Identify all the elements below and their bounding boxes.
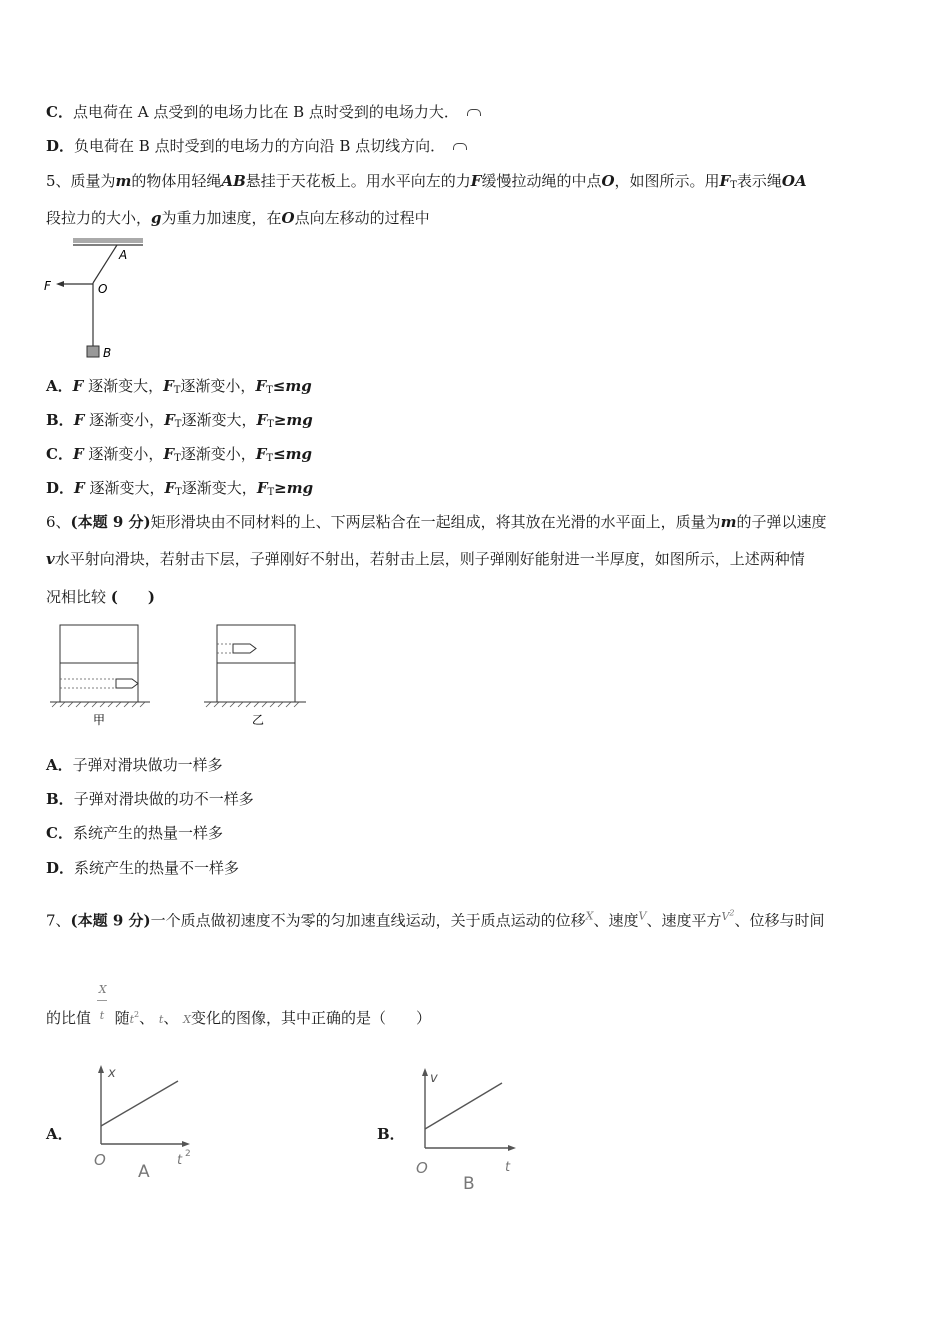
q7-stem-line1 — [46, 903, 825, 931]
option-text: 子弹对滑块做的功不一样多 — [73, 790, 254, 808]
var-f: F — [74, 479, 85, 497]
bullet-icon — [116, 679, 138, 688]
option-text: 逐渐变大， — [88, 377, 164, 395]
var-o: O — [281, 209, 295, 227]
var-ft-sub: T — [173, 385, 181, 396]
q4-option-c[interactable] — [46, 102, 481, 122]
q5-option-a[interactable] — [46, 376, 312, 401]
question-tag: (本题 9 分) — [70, 911, 151, 930]
option-letter: C． — [46, 824, 73, 842]
origin-label: O — [416, 1159, 428, 1177]
x-label-exponent: 2 — [185, 1149, 191, 1159]
rope-oa — [93, 245, 117, 283]
option-text: 系统产生的热量不一样多 — [74, 859, 240, 877]
q5-stem-line2 — [46, 208, 430, 228]
q7-stem-line2 — [46, 983, 431, 1030]
q6-option-a[interactable] — [46, 755, 223, 775]
var-ft-sub: T — [174, 453, 181, 464]
var-x: X — [183, 1013, 191, 1026]
q5-text: 缓慢拉动绳的中点 — [481, 172, 602, 190]
var-f: F — [73, 411, 85, 429]
q5-text: 为重力加速度，在 — [161, 209, 282, 227]
var-m: m — [115, 172, 132, 190]
origin-label: O — [94, 1151, 106, 1169]
ground-hatch — [206, 702, 299, 707]
q7-graph-b — [410, 1062, 530, 1192]
x-label: t — [505, 1160, 511, 1175]
exponent: 2 — [134, 1010, 140, 1019]
q7-option-a[interactable] — [46, 1124, 73, 1144]
q7-text: 一个质点做初速度不为零的匀加速直线运动，关于质点运动的位移 — [150, 911, 586, 930]
q7-text: 、 — [139, 1009, 155, 1027]
q7-text: 变化的图像，其中正确的是（ ） — [190, 1009, 431, 1027]
q5-text: 表示绳 — [736, 172, 782, 190]
var-t: t — [129, 1013, 135, 1026]
q7-option-b[interactable] — [377, 1124, 405, 1144]
var-v-squared — [721, 910, 734, 923]
q4-option-d[interactable] — [46, 136, 467, 156]
option-text: 逐渐变小， — [88, 445, 164, 463]
frac-numerator: X — [98, 983, 107, 996]
option-text: 逐渐变大， — [89, 479, 165, 497]
var-ab: AB — [221, 172, 246, 190]
option-letter: C． — [46, 103, 73, 121]
q5-text: ，如图所示。用 — [614, 172, 720, 190]
var-x: X — [585, 909, 594, 923]
var-ft: F — [719, 172, 731, 190]
option-letter: A． — [46, 377, 73, 395]
exponent: 2 — [729, 908, 735, 917]
option-letter: C． — [46, 445, 73, 463]
option-text: 逐渐变小， — [180, 377, 256, 395]
y-axis-arrow-icon — [98, 1065, 104, 1073]
var-ft-sub: T — [730, 180, 737, 191]
var-f: F — [470, 172, 482, 190]
q5-option-c[interactable] — [46, 444, 312, 469]
option-letter: B． — [46, 411, 74, 429]
label-f: F — [44, 279, 51, 293]
mass-block — [87, 346, 99, 357]
var-f: F — [72, 377, 84, 395]
label-jia: 甲 — [93, 713, 106, 727]
option-letter: A． — [46, 1125, 73, 1143]
edit-mark-icon — [453, 143, 467, 150]
fraction-x-over-t — [96, 983, 110, 1023]
q5-option-d[interactable] — [46, 478, 313, 503]
option-text: 逐渐变大， — [181, 479, 257, 497]
option-letter: D． — [46, 137, 75, 155]
q6-stem-line1 — [46, 512, 827, 532]
y-label: v — [430, 1071, 438, 1086]
var-ft: F — [256, 411, 268, 429]
q6-stem-line2 — [46, 549, 805, 569]
q7-text: 、 — [163, 1009, 179, 1027]
option-text: 子弹对滑块做功一样多 — [72, 756, 223, 774]
frac-denominator: t — [99, 1009, 105, 1022]
var-f: F — [72, 445, 84, 463]
arrow-head-icon — [56, 281, 64, 287]
x-axis-arrow-icon — [508, 1145, 516, 1151]
q6-text: 况相比较 — [46, 588, 107, 606]
var-oa: OA — [781, 172, 807, 190]
option-letter: B． — [46, 790, 74, 808]
label-yi: 乙 — [252, 713, 265, 727]
option-compare: ≤mg — [273, 445, 313, 463]
q6-option-d[interactable] — [46, 858, 239, 878]
q7-text: 、速度平方 — [646, 911, 722, 930]
y-axis-arrow-icon — [422, 1068, 428, 1076]
bullet-icon — [233, 644, 256, 653]
answer-paren: ( ) — [110, 588, 155, 606]
var-ft: F — [256, 479, 268, 497]
option-text: 负电荷在 B 点时受到的电场力的方向沿 B 点切线方向． — [74, 137, 446, 155]
q6-stem-line3 — [46, 587, 155, 607]
var-ft: F — [163, 377, 174, 395]
graph-line — [101, 1081, 178, 1126]
var-v: V — [638, 909, 647, 923]
option-letter: B． — [377, 1125, 405, 1143]
option-compare: ≤mg — [272, 377, 312, 395]
var-ft-sub: T — [267, 487, 275, 498]
y-label: x — [108, 1066, 116, 1081]
q6-text: 的子弹以速度 — [736, 513, 827, 531]
q5-text: 段拉力的大小， — [46, 209, 152, 227]
var-v: V — [721, 909, 730, 923]
q7-graph-a — [86, 1060, 196, 1185]
q5-text: 悬挂于天花板上。用水平向左的力 — [245, 172, 471, 190]
question-number: 7、 — [46, 911, 71, 930]
q5-stem-line1 — [46, 171, 807, 196]
label-a: A — [119, 248, 128, 262]
var-o: O — [601, 172, 615, 190]
q5-figure — [40, 236, 160, 364]
graph-line — [425, 1083, 502, 1129]
question-tag: (本题 9 分) — [70, 513, 151, 531]
x-axis-arrow-icon — [182, 1141, 190, 1147]
option-text: 逐渐变大， — [181, 411, 257, 429]
q7-text: 、位移与时间 — [734, 911, 825, 930]
q7-text: 随 — [114, 1009, 130, 1027]
option-letter: A． — [46, 756, 73, 774]
option-text: 点电荷在 A 点受到的电场力比在 B 点时受到的电场力大． — [72, 103, 459, 121]
var-ft-sub: T — [267, 419, 274, 430]
ceiling — [73, 238, 143, 243]
q6-option-c[interactable] — [46, 823, 223, 843]
q7-text: 的比值 — [46, 1009, 92, 1027]
graph-caption: B — [463, 1174, 475, 1192]
option-letter: D． — [46, 859, 75, 877]
option-compare: ≥mg — [274, 479, 314, 497]
var-ft-sub: T — [266, 385, 273, 396]
var-ft-sub: T — [174, 419, 182, 430]
q6-text: 矩形滑块由不同材料的上、下两层粘合在一起组成，将其放在光滑的水平面上，质量为 — [150, 513, 721, 531]
var-v: v — [46, 550, 55, 568]
option-text: 逐渐变小， — [89, 411, 165, 429]
q5-text: 点向左移动的过程中 — [294, 209, 430, 227]
q5-option-b[interactable] — [46, 410, 313, 435]
var-ft: F — [163, 445, 175, 463]
label-o: O — [98, 282, 108, 296]
option-letter: D． — [46, 479, 75, 497]
q7-text: 、速度 — [593, 911, 639, 930]
edit-mark-icon — [467, 109, 481, 116]
var-ft-sub: T — [266, 453, 274, 464]
var-g: g — [151, 209, 162, 227]
option-text: 逐渐变小， — [180, 445, 256, 463]
q5-text: 的物体用轻绳 — [131, 172, 222, 190]
q5-text: 5、质量为 — [46, 172, 116, 190]
var-m: m — [720, 513, 737, 531]
var-ft: F — [255, 377, 267, 395]
var-t: t — [158, 1013, 164, 1026]
q6-option-b[interactable] — [46, 789, 254, 809]
ground-hatch — [52, 702, 145, 707]
x-label: t — [177, 1153, 183, 1168]
question-number: 6、 — [46, 513, 71, 531]
graph-caption: A — [138, 1162, 150, 1182]
var-ft-sub: T — [175, 487, 182, 498]
label-b: B — [103, 346, 112, 360]
frac-bar — [97, 1000, 107, 1001]
option-compare: ≥mg — [273, 411, 313, 429]
q6-figure — [46, 620, 316, 732]
q6-text: 水平射向滑块，若射击下层，子弹刚好不射出，若射击上层，则子弹刚好能射进一半厚度，如图所示，上述两种情 — [54, 550, 805, 568]
var-ft: F — [255, 445, 267, 463]
var-ft: F — [164, 411, 175, 429]
option-text: 系统产生的热量一样多 — [72, 824, 223, 842]
var-ft: F — [164, 479, 176, 497]
